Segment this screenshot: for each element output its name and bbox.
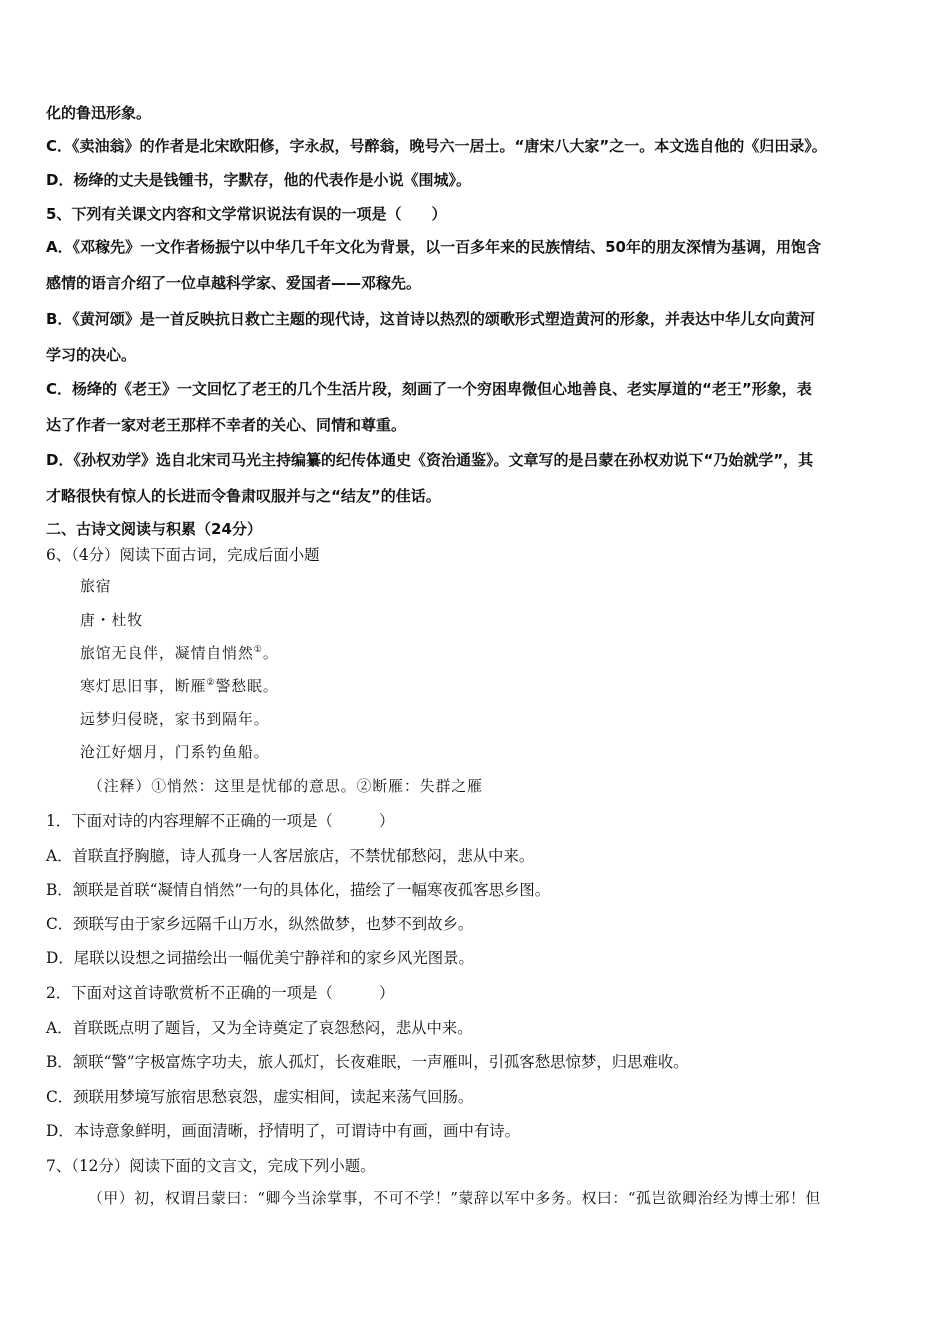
poem-line-2	[80, 677, 900, 697]
q5-option-d-cont: 才略很快有惊人的长进而令鲁肃叹服并与之“结友”的佳话。	[46, 487, 441, 505]
sub-q2-option-c: C．颈联用梦境写旅宿思愁哀怨，虚实相间，读起来荡气回肠。	[46, 1088, 474, 1106]
sub-q1-option-d: D．尾联以设想之词描绘出一幅优美宁静祥和的家乡风光图景。	[46, 949, 474, 967]
q5-option-d: D．《孙权劝学》选自北宋司马光主持编纂的纪传体通史《资治通鉴》。文章写的是吕蒙在孙权劝说下“乃始就学”，其	[46, 451, 814, 469]
q5-option-c: C．杨绛的《老王》一文回忆了老王的几个生活片段，刻画了一个穷困卑微但心地善良、老实厚道的“老王”形象，表	[46, 380, 812, 398]
footnote-marker: ②	[206, 678, 216, 689]
poem-line-1-text: 旅馆无良伴，凝情自悄然	[80, 645, 254, 662]
q5-option-c-cont: 达了作者一家对老王那样不幸者的关心、同情和尊重。	[46, 416, 407, 434]
poem-line-3: 远梦归侵晓，家书到隔年。	[80, 711, 270, 728]
question-6: 6、（4分）阅读下面古词，完成后面小题	[46, 546, 320, 564]
poem-line-2-text: 寒灯思旧事，断雁	[80, 678, 207, 695]
q5-option-a: A．《邓稼先》一文作者杨振宁以中华几千年文化为背景，以一百多年来的民族情结、50年的朋友深情为基调，用饱含	[46, 238, 821, 256]
footnote-marker: ①	[253, 645, 263, 656]
section-heading: 二、古诗文阅读与积累（24分）	[46, 520, 262, 538]
sub-q1-option-c: C．颈联写由于家乡远隔千山万水，纵然做梦，也梦不到故乡。	[46, 915, 474, 933]
option-d-line: D．杨绛的丈夫是钱锺书，字默存，他的代表作是小说《围城》。	[46, 171, 471, 189]
poem-line-2-end: 警愁眠。	[215, 678, 279, 695]
q5-option-b-cont: 学习的决心。	[46, 346, 137, 364]
poem-title: 旅宿	[80, 578, 112, 595]
sub-question-1: 1．下面对诗的内容理解不正确的一项是（ ）	[46, 812, 395, 830]
sub-q2-option-b: B．颔联“警”字极富炼字功夫，旅人孤灯，长夜难眠，一声雁叫，引孤客愁思惊梦，归思难收。	[46, 1053, 689, 1071]
passage-jia: （甲）初，权谓吕蒙曰：“卿今当涂掌事，不可不学！”蒙辞以军中多务。权曰：“孤岂欲卿治经为博士邪！但	[88, 1190, 821, 1207]
q5-option-a-cont: 感情的语言介绍了一位卓越科学家、爱国者——邓稼先。	[46, 274, 422, 292]
poem-annotation: （注释）①悄然：这里是忧郁的意思。②断雁：失群之雁	[88, 778, 483, 795]
sub-q2-option-d: D．本诗意象鲜明，画面清晰，抒情明了，可谓诗中有画，画中有诗。	[46, 1122, 521, 1140]
poem-line-1	[80, 644, 900, 664]
sub-question-2: 2．下面对这首诗歌赏析不正确的一项是（ ）	[46, 984, 395, 1002]
option-c-line: C．《卖油翁》的作者是北宋欧阳修，字永叔，号醉翁，晚号六一居士。“唐宋八大家”之一。本文选自他的《归田录》。	[46, 137, 827, 155]
poem-line-4: 沧江好烟月，门系钓鱼船。	[80, 744, 270, 761]
text-line: 化的鲁迅形象。	[46, 104, 152, 122]
question-7: 7、（12分）阅读下面的文言文，完成下列小题。	[46, 1157, 376, 1175]
sub-q1-option-a: A．首联直抒胸臆，诗人孤身一人客居旅店，不禁忧郁愁闷，悲从中来。	[46, 847, 535, 865]
question-5: 5、下列有关课文内容和文学常识说法有误的一项是（ ）	[46, 205, 447, 223]
sub-q1-option-b: B．颔联是首联“凝情自悄然”一句的具体化，描绘了一幅寒夜孤客思乡图。	[46, 881, 551, 899]
sub-q2-option-a: A．首联既点明了题旨，又为全诗奠定了哀怨愁闷，悲从中来。	[46, 1019, 473, 1037]
poem-line-1-end: 。	[262, 645, 279, 662]
poem-author: 唐・杜牧	[80, 612, 144, 629]
q5-option-b: B．《黄河颂》是一首反映抗日救亡主题的现代诗，这首诗以热烈的颂歌形式塑造黄河的形象，并表达中华儿女向黄河	[46, 310, 815, 328]
